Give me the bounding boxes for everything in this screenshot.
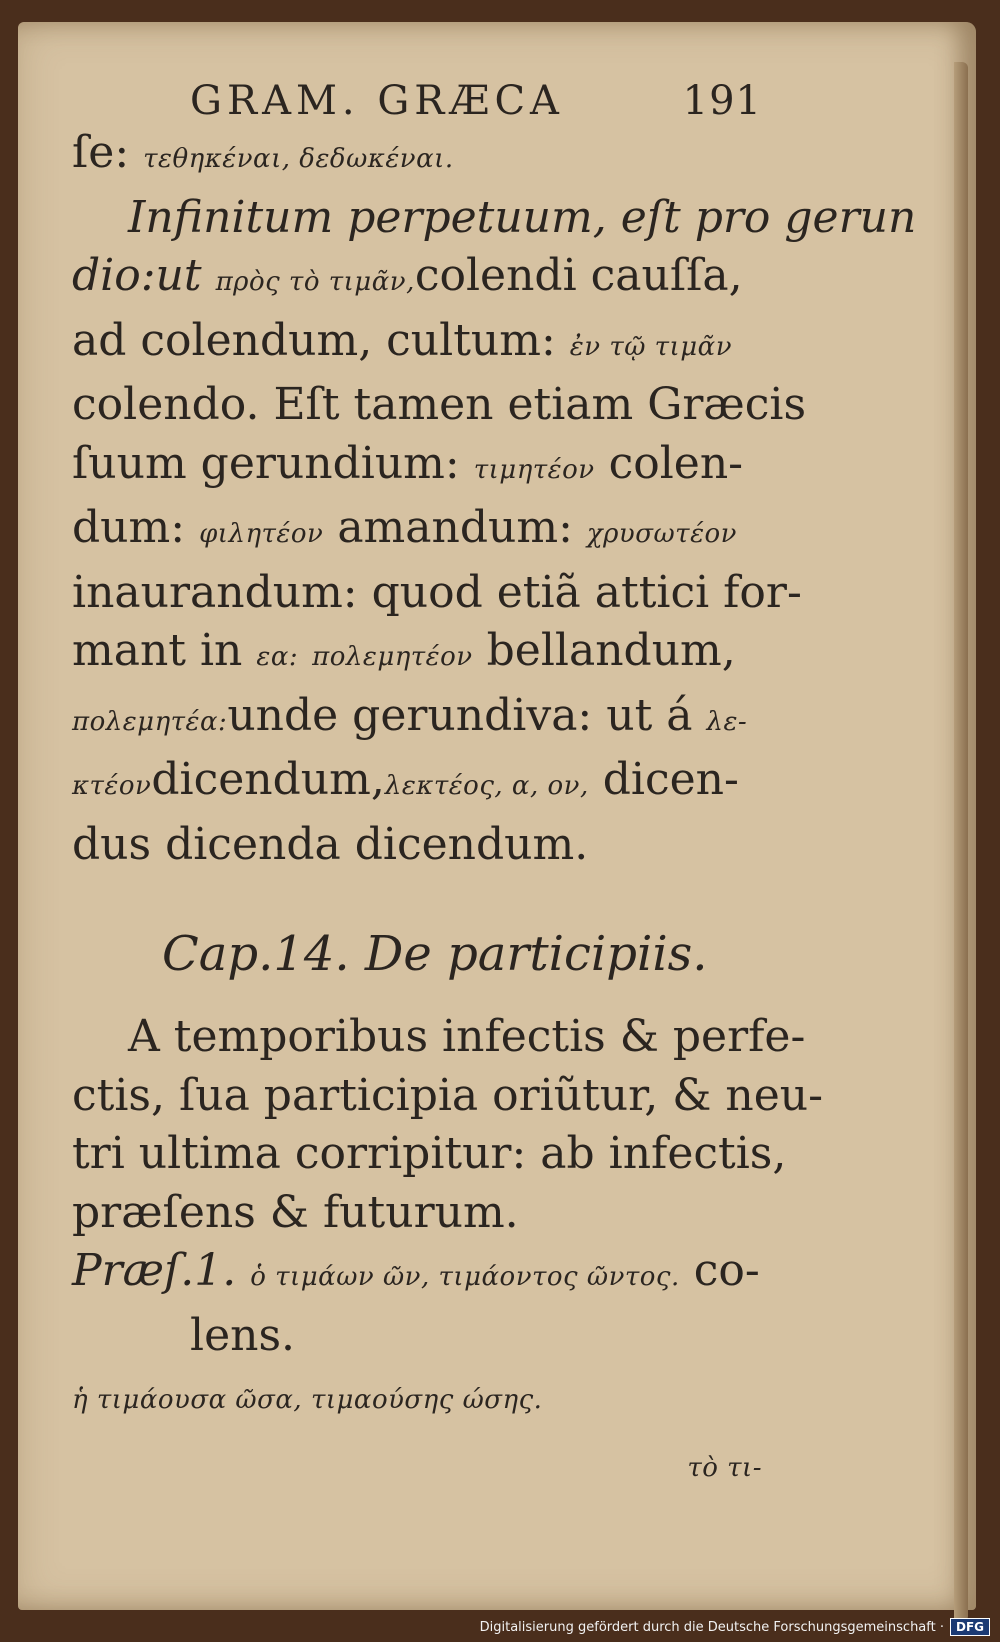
page-text <box>72 60 917 1486</box>
greek-text: πρὸς τὸ τιμᾶν, <box>215 267 415 297</box>
digitization-footer <box>480 1614 990 1640</box>
latin-text: ad colendum, cultum: <box>72 314 556 366</box>
text-line <box>72 189 917 248</box>
greek-text: τὸ τι- <box>687 1452 762 1483</box>
greek-text: εα: <box>256 642 299 672</box>
text-line <box>72 816 762 875</box>
latin-text: unde gerundiva: ut á <box>227 689 693 741</box>
latin-text: ctis, ſua participia oriũtur, & neu- <box>72 1069 824 1121</box>
latin-text: co- <box>693 1245 760 1296</box>
text-line <box>72 124 762 189</box>
greek-text: χρυσωτέον <box>586 519 737 549</box>
paradigm-label: Præſ.1. <box>72 1245 237 1296</box>
text-line <box>72 687 762 752</box>
running-title: GRAM. GRÆCA <box>190 78 564 124</box>
text-line <box>72 1125 787 1184</box>
text-line <box>72 564 802 623</box>
paradigm-line <box>72 1365 762 1430</box>
text-line <box>72 1184 762 1243</box>
text-line <box>72 751 762 816</box>
greek-text: λεκτέος, α, ον, <box>384 771 589 801</box>
footer-credit: Digitalisierung gefördert durch die Deutsche Forschungsgemeinschaft · <box>479 1619 944 1635</box>
latin-text: Infinitum perpetuum, eſt pro gerun <box>128 191 917 243</box>
greek-text: τιμητέον <box>473 454 595 485</box>
dfg-logo: DFG <box>950 1618 990 1636</box>
latin-text: A temporibus infectis & perfe- <box>128 1011 806 1062</box>
greek-text: πολεμητέα: <box>72 706 228 737</box>
latin-text: tri ultima corripitur: ab infectis, <box>72 1128 787 1179</box>
latin-text: bellandum, <box>486 625 736 676</box>
latin-text: lens. <box>190 1309 296 1361</box>
text-line <box>72 376 807 435</box>
greek-text: ἐν τῷ τιμᾶν <box>569 331 733 362</box>
latin-text: ſuum gerundium: <box>72 437 460 489</box>
greek-text: ὁ τιμάων ῶν, τιμάοντος ῶντος. <box>250 1262 680 1292</box>
paradigm-line <box>72 1242 762 1307</box>
text-line <box>72 1067 824 1126</box>
text-line <box>72 312 762 377</box>
latin-text: colendi cauſſa, <box>414 250 743 301</box>
latin-text: amandum: <box>337 502 573 553</box>
catchword <box>72 1440 762 1486</box>
greek-text: λε- <box>706 706 748 737</box>
latin-text: colen- <box>608 437 744 489</box>
latin-text: ſe: <box>72 127 130 178</box>
latin-text: dicen- <box>602 754 739 805</box>
running-header <box>72 60 762 124</box>
latin-text: præſens & futurum. <box>72 1186 519 1238</box>
text-line <box>72 435 762 500</box>
latin-text: dicendum, <box>151 754 385 805</box>
latin-text: dus dicenda dicendum. <box>72 818 589 870</box>
greek-text: φιλητέον <box>199 519 324 549</box>
text-line <box>72 247 762 312</box>
greek-text: κτέον <box>72 771 152 801</box>
paradigm-line <box>72 1307 762 1366</box>
latin-text: mant in <box>72 625 243 676</box>
greek-text: πολεμητέον <box>312 642 473 672</box>
chapter-heading: Cap.14. De participiis. <box>162 926 708 982</box>
latin-text: dio:ut <box>72 250 202 301</box>
latin-text: inaurandum: quod etiã attici for- <box>72 566 802 618</box>
greek-text: ἡ τιμάουσα ῶσα, τιμαούσης ώσης. <box>72 1385 543 1415</box>
latin-text: colendo. Eſt tamen etiam Græcis <box>72 379 807 430</box>
text-line <box>72 1008 806 1067</box>
text-line <box>72 622 762 687</box>
folio-number: 191 <box>682 78 762 124</box>
greek-text: τεθηκέναι, δεδωκέναι. <box>143 144 454 174</box>
page-edge <box>954 62 968 1622</box>
latin-text: dum: <box>72 502 186 553</box>
text-line <box>72 499 762 564</box>
